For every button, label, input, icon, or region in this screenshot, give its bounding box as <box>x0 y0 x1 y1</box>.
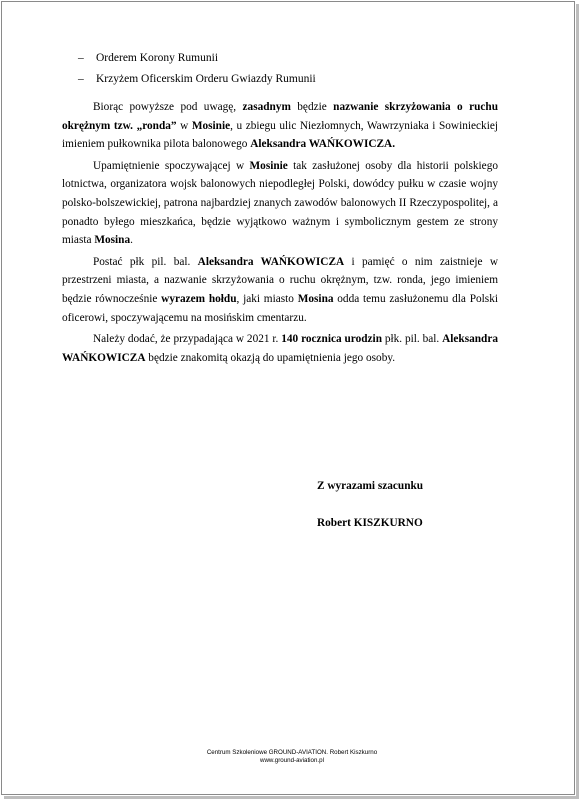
text-run: będzie znakomitą okazją do upamiętnienia jego osoby. <box>145 351 396 364</box>
footer-organization: Centrum Szkoleniowe GROUND-AVIATION. Robert Kiszkurno <box>206 749 378 756</box>
page-shadow-bottom <box>4 796 579 799</box>
bold-run: zasadnym <box>242 101 291 113</box>
text-run: . <box>130 234 133 247</box>
signatory-name: Robert KISZKURNO <box>317 517 423 529</box>
bold-run: wyrazem hołdu <box>161 292 237 305</box>
text-run: będzie <box>290 101 334 113</box>
bold-run: Aleksandra WAŃKOWICZA <box>197 255 345 268</box>
text-run: Postać płk pil. bal. <box>93 255 198 268</box>
bullet-text: Krzyżem Oficerskim Orderu Gwiazdy Rumunii <box>96 73 316 85</box>
bold-run: Aleksandra WAŃKOWICZA. <box>250 138 396 151</box>
footer-website: www.ground-aviation.pl <box>260 757 324 764</box>
paragraph-1 <box>62 98 498 154</box>
text-run: odda temu zasłużonemu dla Polski oficerowi, spoczywającemu na mosińskim cmentarzu. <box>62 292 498 324</box>
text-run: , jaki miasto <box>236 292 298 305</box>
paragraph-3 <box>62 253 498 327</box>
page-shadow-right <box>576 4 579 799</box>
text-run: , u zbiegu ulic Niezłomnych, Wawrzyniaka i Sowinieckiej imieniem pułkownika pilota balonowego <box>62 119 498 151</box>
bold-run: Mosina <box>297 292 334 305</box>
bold-run: Mosina <box>94 234 131 247</box>
bold-run: Mosinie <box>249 159 288 172</box>
paragraph-4 <box>62 330 498 367</box>
text-run: Biorąc powyższe pod uwagę, <box>93 101 243 113</box>
bold-run: nazwanie skrzyżowania o ruchu okrężnym tzw. „ronda” <box>62 101 498 132</box>
text-run: płk. pil. bal. <box>381 333 443 346</box>
text-run: w <box>176 119 192 132</box>
bullet-text: Orderem Korony Rumunii <box>96 52 219 64</box>
bold-run: Mosinie <box>191 119 231 132</box>
bullet-dash: – <box>78 52 84 64</box>
bold-run: 140 rocznica urodzin <box>281 333 382 346</box>
bullet-dash: – <box>78 73 84 85</box>
bullet-list <box>78 48 316 90</box>
bold-run: Aleksandra WAŃKOWICZA <box>62 333 498 364</box>
document-page <box>1 1 575 795</box>
bullet-item <box>78 69 316 90</box>
text-run: tak zasłużonej osoby dla historii polskiego lotnictwa, organizatora wojsk balonowych niepodległej Polski, dowódcy pułku w czasie wojny polsko-bolszewickiej, patrona najbardziej znanych zawodów balonowych II Rzeczypospolitej, a ponadto byłego mieszkańca, będzie wyjątkowo ważnym i symbolicznym gestem ze strony miasta <box>62 159 498 247</box>
text-run: Należy dodać, że przypadająca w 2021 r. <box>93 333 282 346</box>
paragraph-2 <box>62 157 498 250</box>
closing-greeting: Z wyrazami szacunku <box>317 480 424 492</box>
letter-body <box>62 98 498 370</box>
text-run: i pamięć o nim zaistnieje w przestrzeni miasta, a nazwanie skrzyżowania o ruchu okrężnym, tzw. ronda, jego imieniem będzie równocześnie <box>62 255 498 305</box>
bullet-item <box>78 48 316 69</box>
text-run: Upamiętnienie spoczywającej w <box>93 159 250 172</box>
